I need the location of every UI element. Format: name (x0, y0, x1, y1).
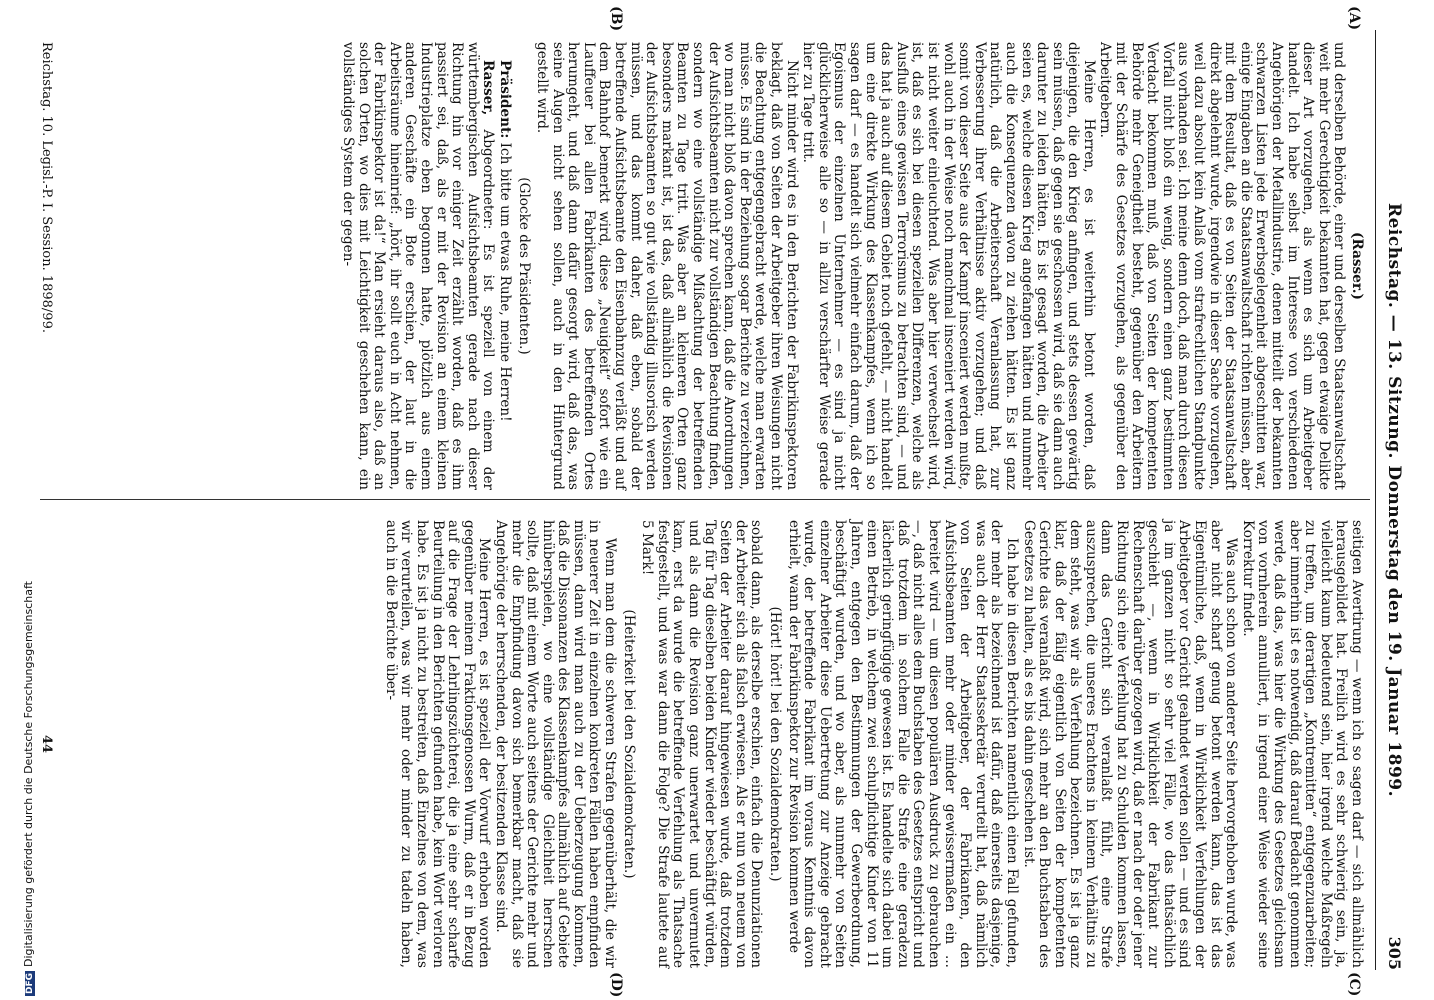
president-label: Präsident: (496, 60, 513, 139)
speaker-label: (Rasser.) (1349, 232, 1365, 300)
bell-note: (Glocke des Präsidenten.) (515, 177, 532, 355)
paragraph: Meine Herren, es ist weiterhin betont worden, daß diejenigen, die den Krieg anfingen, und stets dessen gewärtig sein müssen, daß gegen sie geschossen wird, daß sie dann auch darunter zu leiden hätten. Es ist gesagt worden, die Arbeiter seien es, welche diesen Krieg angefangen hätten und nunmehr auch die Konsequenzen davon zu ziehen hätten. Es ist ganz natürlich, daß die Arbeiterschaft Veranlassung hat, zur Verbesserung ihrer Verhältnisse aktiv vorzugehen; und daß somit von dieser Seite aus der Kampf insceniert werden mußte, wohl auch in der Weise noch manchmal insceniert werden wird, ist nicht weiter einleuchtend. Was aber hier verwechselt wird, ist, daß es sich bei diesen speziellen Differenzen, welche als Ausfluß eines gewissen Terrorismus zu betrachten sind, — und das hat ja auch auf diesem Gebiet noch gefehlt, — nicht handelt um eine direkte Wirkung des Klassenkampfes, wenn ich so sagen darf — es handelt sich vielmehr einfach darum, daß der Egoismus der einzelnen Unternehmer — es sind ja nicht glücklicherweise alle so — in allzu verschärfter Weise gerade hier zu Tage tritt. (800, 42, 1097, 490)
margin-mark-b: (B) (608, 6, 624, 32)
president-text: Ich bitte um etwas Ruhe, meine Herren! (496, 142, 513, 422)
rasser-text: Abgeordneter: Es ist speziell von einem der württembergischen Aufsichtsbeamten gerade nach dieser Richtung hin vor einiger Zeit erzählt worden, daß es ihm passiert sei, daß, als er mit der Revision an einem kleinen Industrieplatze eben begonnen hatte, plötzlich aus einem anderen Geschäfte ein Bote erschien, der laut in die Arbeitsräume hineinrief: „hört, ihr sollt euch in Acht nehmen, der Fabrikinspektor ist da!“ Man ersieht daraus also, daß an solchen Orten, wo dies mit Leichtigkeit geschehen kann, ein vollständiges System der gegen- (340, 42, 497, 490)
paragraph: Ich habe in diesen Berichten namentlich einen Fall gefunden, der mehr als bezeichnend ist dafür, daß einerseits dasjenige, was auch der Herr Staatssekretär verurteilt hat, daß nämlich von Seiten der Arbeitgeber, der Fabrikanten, den Aufsichtsbeamten mehr oder minder gewissermaßen ein ... bereitet wird — um diesen populären Ausdruck zu gebrauchen —, daß nicht alles dem Buchstaben des Gesetzes entspricht und daß trotzdem in solchem Falle die Strafe eine geradezu lächerlich geringfügige gewesen ist. Es handelte sich dabei um einen Betrieb, in welchem zwei schulpflichtige Kinder von 11 Jahren, entgegen den Bestimmungen der Gewerbeordnung, beschäftigt wurden, und wo aber, als nunmehr von Seiten einzelner Arbeiter diese Uebertretung zur Anzeige gebracht wurde, der betreffende Fabrikant im voraus Kenntnis davon erhielt, wann der Fabrikinspektor zur Revision kommen werde (785, 520, 1020, 968)
president-paragraph (496, 42, 512, 490)
margin-mark-d: (D) (608, 972, 624, 998)
page-number: 305 (1385, 936, 1404, 970)
paragraph: Meine Herren, es ist speziell der Vorwurf erhoben worden gegenüber meinem Fraktionsgenossen Wurm, daß er in Bezug auf die Frage der Lehrlingszüchterei, die ja eine sehr scharfe Beurteilung in den Berichten gefunden habe, kein Wort verloren habe. Es ist ja nicht zu bestreiten, daß Einzelnes von dem, was wir verurteilen, was wir mehr oder minder zu tadeln haben, auch in die Berichte über- (382, 520, 493, 968)
interjection: (Heiterkeit bei den Sozialdemokraten.) (620, 609, 637, 879)
margin-mark-a: (A) (1346, 6, 1362, 31)
running-header (1380, 30, 1404, 970)
paragraph: Was auch schon von anderer Seite hervorgehoben wurde, was aber nicht scharf genug betont werden kann, das ist das Eigentümliche, daß, wenn in Wirklichkeit Verfehlungen der Arbeitgeber vor Gericht geahndet werden sollen — und es sind ja im ganzen nicht so sehr viel Fälle, wo das thatsächlich geschieht —, wenn in Wirklichkeit der Fabrikant zur Rechenschaft darüber gezogen wird, daß er nach der oder jener Richtung sich eine Verfehlung hat zu Schulden kommen lassen, dann das Gericht sich veranlaßt fühlt, eine Strafe auszusprechen, die unseres Erachtens in keinem Verhältnis zu dem steht, was wir als Verfehlung bezeichnen. Es ist ja ganz klar, daß der fälig eigentlich von Seiten der kompetenten Gerichte das veranlaßt wird, sich mehr an den Buchstaben des Gesetzes zu halten, als es bis dahin geschehen ist. (1020, 520, 1240, 968)
paragraph: Wenn man dem die schweren Strafen gegenüberhält, die wir in neuerer Zeit in einzelnen konkreten Fällen haben empfinden müssen, dann wird man auch zu der Ueberzeugung kommen, daß die Dissonanzen des Klassenkampfes allmählich auf Gebiete hinüberspielen, wo eine vollständige Gleichheit herrschen sollte, daß mit einem Worte auch seitens der Gerichte mehr und mehr die Empfindung davon sich bemerkbar macht, daß sie Angehörige der herrschenden, der besitzenden Klasse sind. (492, 520, 619, 968)
paragraph: sobald dann, als derselbe erschien, einfach die Denunziationen der Arbeiter sich als falsch erwiesen. Als er nun von neuem von Seiten der Arbeiter darauf hingewiesen wurde, daß trotzdem Tag für Tag dieselben beiden Kinder wieder beschäftigt würden, und als dann die Revision ganz unerwartet und unvermutet kam, erst da wurde die betreffende Verfehlung als Thatsache festgestellt, und was war dann die Folge? Die Strafe lautete auf 5 Mark! (639, 520, 765, 968)
rasser-label: Rasser, (480, 60, 497, 116)
footer-right: 44 (39, 734, 54, 754)
right-column (381, 520, 1364, 968)
paragraph: und derselben Behörde, einer und derselben Staatsanwaltschaft weit mehr Gerechtigkeit bekannten hat, gegen etwaige Delikte dieser Art vorzugehen, als wenn es sich um Arbeitgeber handelt. Ich habe selbst im Interesse von verschiedenen Angehörigen der Metallindustrie, denen mitteilt der bekannten schwarzen Listen jede Erwerbsgelegenheit abgeschnitten war, einige Eingaben an die Staatsanwaltschaft richten müssen, aber mit dem Resultat, daß es von Seiten der Staatsanwaltschaft direkt abgelehnt wurde, irgendwie in dieser Sache vorzugehen, weil dazu absolut kein Anlaß vom strafrechtlichen Standpunkte aus vorhanden sei. Ich meine denn doch, daß man durch diesen Vorfall nicht bloß ein wenig, sondern einen ganz bestimmten Verdacht bekommen muß, daß von Seiten der kompetenten Behörde mehr Geneigtheit besteht, gegenüber den Arbeitern mit der Schärfe des Gesetzes vorzugehen, als gegenüber den Arbeitgebern. (1097, 42, 1348, 490)
paragraph: Nicht minder wird es in den Berichten der Fabrikinspektoren beklagt, daß von Seiten der Arbeitgeber ihren Weisungen nicht die Beachtung entgegengebracht werde, welche man erwarten müsse. Es sind in der Beziehung sogar Berichte zu verzeichnen, wo man nicht bloß davon sprechen kann, daß die Anordnungen der Aufsichtsbeamten nicht zur vollständigen Beachtung finden, sondern wo eine vollständige Mißachtung der betreffenden Beamten zu Tage tritt. Was aber an kleineren Orten ganz besonders markant ist, ist das, daß allmählich die Revisionen der Aufsichtsbeamten so gut wie vollständig illusorisch werden müssen, und das kommt daher, daß eben, sobald der betreffende Aufsichtsbeamte den Eisenbahnzug verläßt und auf dem Bahnhof bemerkt wird, diese „Neuigkeit“ sofort wie ein Lauffeuer bei allen Fabrikanten des betreffenden Ortes herumgeht, und daß dann dafür gesorgt wird, daß das, was seine Augen nicht sehen sollen, auch in den Hintergrund gestellt wird. (534, 42, 800, 490)
dfg-logo: DFG (25, 972, 35, 994)
header-title: Reichstag. — 13. Sitzung. Donnerstag den 19. Januar 1899. (1384, 202, 1404, 798)
left-column (338, 42, 1364, 490)
paragraph: seitigen Avertirung — wenn ich so sagen darf — sich allmählich herausgebildet hat. Freilich wird es sehr schwierig sein, ja, vielleicht kaum bedeutend sein, hier irgend welche Maßregeln zu treffen, um derartigen „Kontremitten“ entgegenzuarbeiten; aber immerhin ist es notwendig, daß darauf Bedacht genommen werde, daß das, was hier die Wirkung des Gesetzes gleichsam von vornherein annulliert, in irgend einer Weise wieder seine Korrektur findet. (1239, 520, 1365, 968)
rasser-paragraph (339, 42, 495, 490)
column-divider (40, 499, 1370, 500)
header-rule (1375, 30, 1376, 970)
interjection: (Hört! hört! bei den Sozialdemokraten.) (767, 606, 784, 882)
margin-mark-c: (C) (1346, 972, 1362, 997)
funding-note-text: Digitalisierung gefördert durch die Deutsche Forschungsgemeinschaft (22, 581, 35, 967)
footer-left: Reichstag. 10. Legisl.-P. I. Session. 1898/99. (39, 42, 54, 333)
